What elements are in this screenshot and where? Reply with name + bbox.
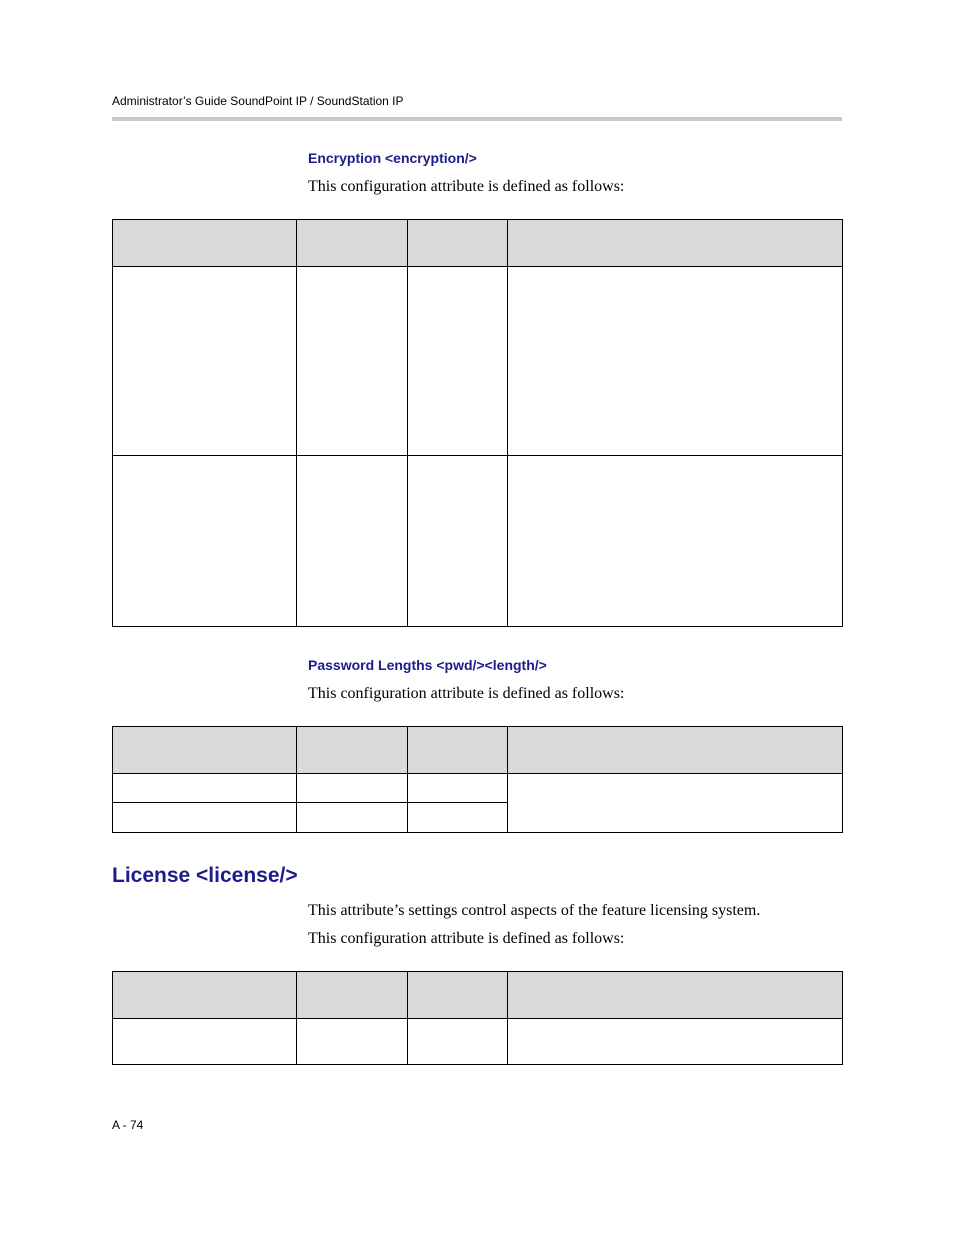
encryption-table: [112, 219, 843, 627]
table-cell: [113, 803, 297, 833]
table-header-cell: [508, 220, 843, 267]
table-header-cell: [508, 727, 843, 774]
password-lengths-table: [112, 726, 843, 833]
table-cell: [297, 803, 408, 833]
table-header-row: [113, 972, 843, 1019]
running-header: Administrator’s Guide SoundPoint IP / SoundStation IP: [112, 94, 404, 108]
table-cell: [297, 456, 408, 627]
table-cell: [408, 803, 508, 833]
table-cell: [508, 267, 843, 456]
table-cell: [113, 774, 297, 803]
table-header-row: [113, 727, 843, 774]
table-header-cell: [113, 972, 297, 1019]
table-header-cell: [408, 220, 508, 267]
table-cell: [508, 774, 843, 833]
table-header-cell: [113, 220, 297, 267]
header-rule: [112, 117, 842, 121]
table-cell: [408, 774, 508, 803]
license-heading: License <license/>: [112, 864, 298, 887]
table-header-cell: [297, 972, 408, 1019]
table-cell: [408, 267, 508, 456]
table-cell: [508, 1019, 843, 1065]
password-lengths-intro: This configuration attribute is defined as follows:: [308, 685, 625, 702]
encryption-heading: Encryption <encryption/>: [308, 150, 477, 166]
password-lengths-heading: Password Lengths <pwd/><length/>: [308, 657, 547, 673]
table-cell: [508, 456, 843, 627]
table-cell: [408, 1019, 508, 1065]
table-cell: [113, 267, 297, 456]
table-cell: [113, 456, 297, 627]
table-row: [113, 774, 843, 803]
encryption-intro: This configuration attribute is defined as follows:: [308, 178, 625, 195]
table-header-cell: [408, 727, 508, 774]
license-intro-1: This attribute’s settings control aspects of the feature licensing system.: [308, 902, 761, 919]
table-header-cell: [408, 972, 508, 1019]
table-header-cell: [297, 220, 408, 267]
table-header-cell: [113, 727, 297, 774]
page-number: A - 74: [112, 1118, 144, 1132]
license-intro-2: This configuration attribute is defined as follows:: [308, 930, 625, 947]
table-row: [113, 1019, 843, 1065]
table-header-cell: [297, 727, 408, 774]
table-row: [113, 456, 843, 627]
table-header-row: [113, 220, 843, 267]
table-cell: [408, 456, 508, 627]
table-cell: [297, 267, 408, 456]
table-cell: [113, 1019, 297, 1065]
table-row: [113, 267, 843, 456]
table-cell: [297, 1019, 408, 1065]
table-cell: [297, 774, 408, 803]
license-table: [112, 971, 843, 1065]
table-header-cell: [508, 972, 843, 1019]
